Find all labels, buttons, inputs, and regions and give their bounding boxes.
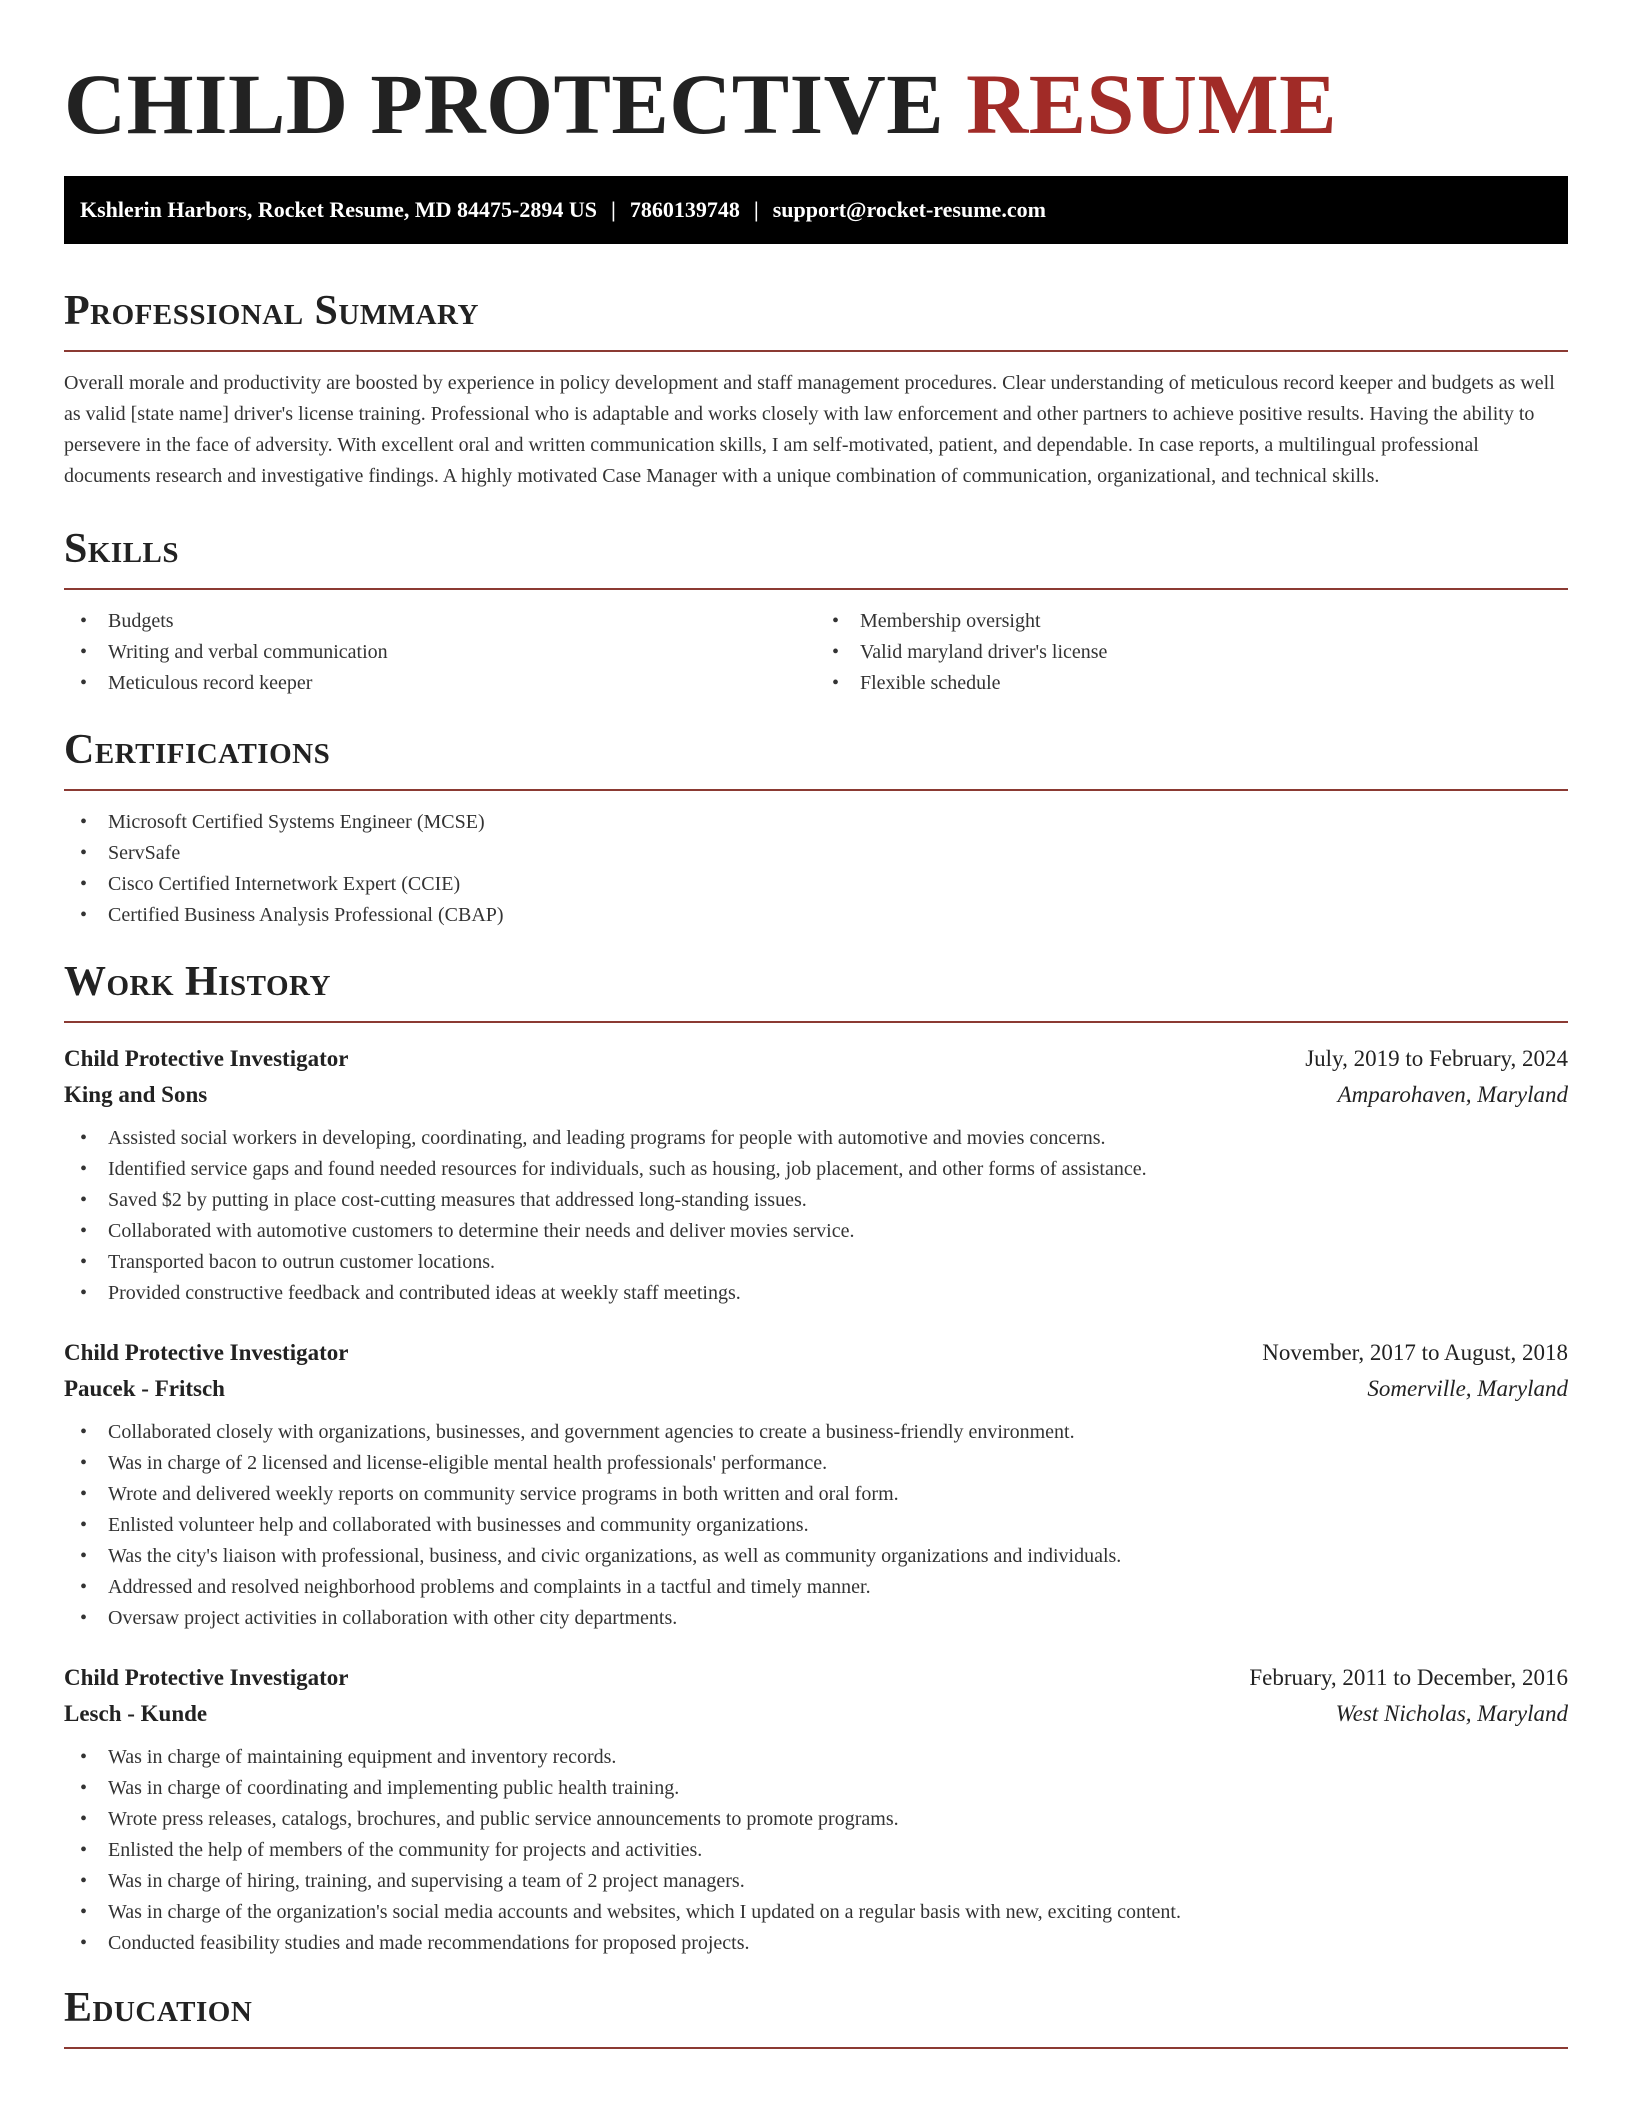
job-header-row <box>64 1335 1568 1371</box>
job-company: King and Sons <box>64 1082 208 1107</box>
contact-separator: | <box>610 197 616 222</box>
job-bullet: • Was in charge of the organization's social media accounts and websites, which I updated on a regular basis with new, exciting content. <box>64 1897 1568 1928</box>
summary-heading: Professional Summary <box>64 288 479 334</box>
job-bullet: • Oversaw project activities in collaboration with other city departments. <box>64 1603 1568 1634</box>
certifications-list <box>64 791 1568 931</box>
job-dates: November, 2017 to August, 2018 <box>1262 1340 1568 1365</box>
certification-item: • Microsoft Certified Systems Engineer (MCSE) <box>64 807 1568 838</box>
job-bullet: • Was in charge of 2 licensed and license-eligible mental health professionals' performance. <box>64 1448 1568 1479</box>
job-bullet: • Was in charge of coordinating and implementing public health training. <box>64 1773 1568 1804</box>
job-entry <box>64 1041 1568 1309</box>
job-bullets <box>64 1732 1568 1959</box>
education-section <box>64 1983 1568 2049</box>
job-bullet: • Identified service gaps and found needed resources for individuals, such as housing, job placement, and other forms of assistance. <box>64 1154 1568 1185</box>
job-bullet: • Conducted feasibility studies and made recommendations for proposed projects. <box>64 1928 1568 1959</box>
job-location: West Nicholas, Maryland <box>1335 1701 1568 1726</box>
skill-item: • Valid maryland driver's license <box>816 637 1568 668</box>
job-header-row <box>64 1660 1568 1696</box>
job-bullet: • Collaborated with automotive customers to determine their needs and deliver movies service. <box>64 1216 1568 1247</box>
contact-separator: | <box>753 197 759 222</box>
skills-list <box>64 590 1568 699</box>
skill-item: • Budgets <box>64 606 816 637</box>
skill-item: • Flexible schedule <box>816 668 1568 699</box>
job-bullet: • Enlisted the help of members of the community for projects and activities. <box>64 1835 1568 1866</box>
job-company: Paucek - Fritsch <box>64 1376 225 1401</box>
skills-section <box>64 524 1568 699</box>
job-bullets <box>64 1407 1568 1634</box>
job-bullets <box>64 1113 1568 1309</box>
contact-address: Kshlerin Harbors, Rocket Resume, MD 84475-2894 US <box>80 197 597 222</box>
job-dates: July, 2019 to February, 2024 <box>1305 1046 1568 1071</box>
summary-text: Overall morale and productivity are boosted by experience in policy development and staff management procedures. Clear understanding of meticulous record keeper and budgets as well as valid [state name] driver's license training. Professional who is adaptable and works closely with law enforcement and other partners to achieve positive results. Having the ability to persevere in the face of adversity. With excellent oral and written communication skills, I am self-motivated, patient, and dependable. In case reports, a multilingual professional documents research and investigative findings. A highly motivated Case Manager with a unique combination of communication, organizational, and technical skills. <box>64 372 1555 487</box>
summary-section <box>64 286 1568 492</box>
job-bullet: • Enlisted volunteer help and collaborated with businesses and community organizations. <box>64 1510 1568 1541</box>
skills-right-column <box>816 606 1568 699</box>
education-divider <box>64 2047 1568 2049</box>
job-entry <box>64 1660 1568 1959</box>
job-company-row <box>64 1077 1568 1113</box>
skill-item: • Meticulous record keeper <box>64 668 816 699</box>
job-bullet: • Was in charge of hiring, training, and supervising a team of 2 project managers. <box>64 1866 1568 1897</box>
title-accent: RESUME <box>966 56 1338 152</box>
job-bullet: • Assisted social workers in developing, coordinating, and leading programs for people with automotive and movies concerns. <box>64 1123 1568 1154</box>
job-entry <box>64 1335 1568 1634</box>
job-bullet: • Was in charge of maintaining equipment and inventory records. <box>64 1742 1568 1773</box>
job-bullet: • Addressed and resolved neighborhood problems and complaints in a tactful and timely manner. <box>64 1572 1568 1603</box>
skills-left-column <box>64 606 816 699</box>
job-bullet: • Wrote and delivered weekly reports on community service programs in both written and oral form. <box>64 1479 1568 1510</box>
title-main: CHILD PROTECTIVE <box>64 56 945 152</box>
contact-phone[interactable]: 7860139748 <box>629 197 740 222</box>
job-dates: February, 2011 to December, 2016 <box>1249 1665 1568 1690</box>
education-heading: Education <box>64 1985 253 2031</box>
contact-email[interactable]: support@rocket-resume.com <box>772 197 1046 222</box>
certification-item: • Certified Business Analysis Professional (CBAP) <box>64 900 1568 931</box>
work-history-divider <box>64 1021 1568 1023</box>
skill-item: • Writing and verbal communication <box>64 637 816 668</box>
job-bullet: • Saved $2 by putting in place cost-cutting measures that addressed long-standing issues. <box>64 1185 1568 1216</box>
job-bullet: • Was the city's liaison with professional, business, and civic organizations, as well as community organizations and individuals. <box>64 1541 1568 1572</box>
job-location: Somerville, Maryland <box>1367 1376 1568 1401</box>
job-title: Child Protective Investigator <box>64 1665 349 1690</box>
work-history-section <box>64 957 1568 1959</box>
resume-title <box>64 0 1568 152</box>
job-header-row <box>64 1041 1568 1077</box>
job-company-row <box>64 1696 1568 1732</box>
job-company: Lesch - Kunde <box>64 1701 208 1726</box>
job-bullet: • Provided constructive feedback and contributed ideas at weekly staff meetings. <box>64 1278 1568 1309</box>
certifications-section <box>64 725 1568 931</box>
job-company-row <box>64 1371 1568 1407</box>
job-location: Amparohaven, Maryland <box>1337 1082 1568 1107</box>
contact-bar <box>64 176 1568 244</box>
certification-item: • ServSafe <box>64 838 1568 869</box>
job-bullet: • Collaborated closely with organizations, businesses, and government agencies to create a business-friendly environment. <box>64 1417 1568 1448</box>
job-bullet: • Transported bacon to outrun customer locations. <box>64 1247 1568 1278</box>
skill-item: • Membership oversight <box>816 606 1568 637</box>
certifications-heading: Certifications <box>64 727 331 773</box>
job-title: Child Protective Investigator <box>64 1046 349 1071</box>
work-history-heading: Work History <box>64 959 331 1005</box>
job-title: Child Protective Investigator <box>64 1340 349 1365</box>
skills-heading: Skills <box>64 526 180 572</box>
job-bullet: • Wrote press releases, catalogs, brochures, and public service announcements to promote programs. <box>64 1804 1568 1835</box>
certification-item: • Cisco Certified Internetwork Expert (CCIE) <box>64 869 1568 900</box>
